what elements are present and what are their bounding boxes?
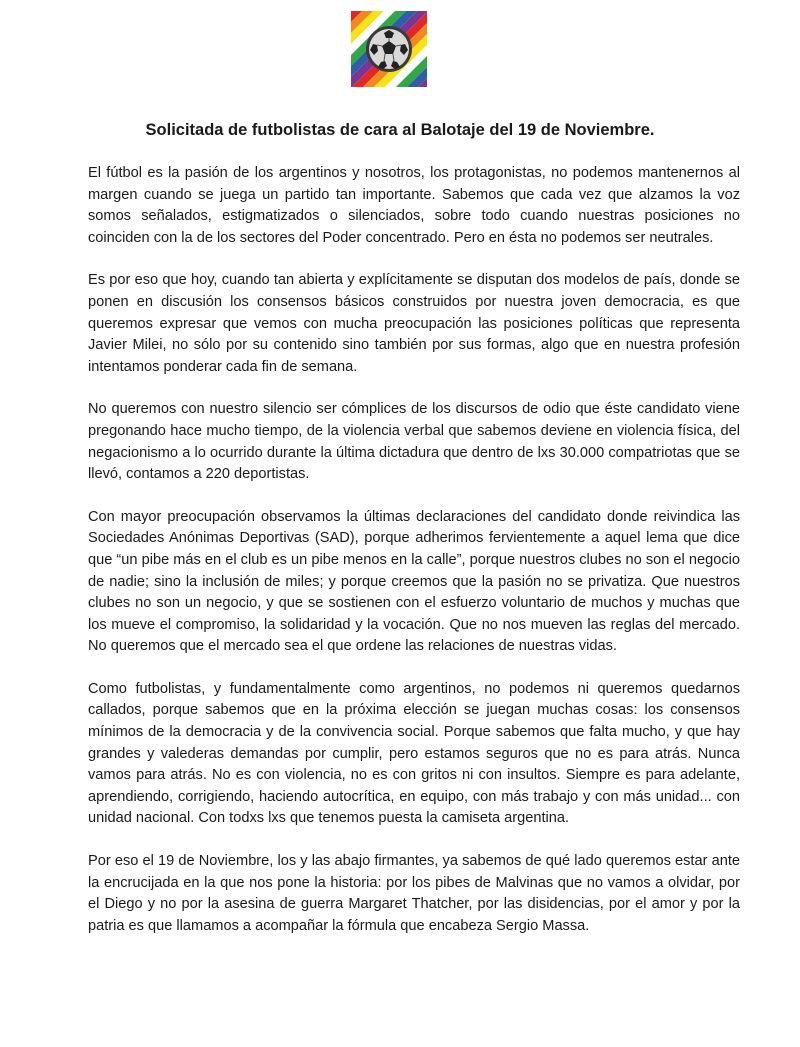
paragraph: Es por eso que hoy, cuando tan abierta y explícitamente se disputan dos modelos de país, donde se ponen en discusión los consensos básicos construidos por nuestra joven democracia, es que queremos expresar que vemos con mucha preocupación las posiciones políticas que representa Javier Milei, no sólo por su contenido sino también por sus formas, algo que en nuestra profesión intentamos ponderar cada fin de semana.: [88, 272, 740, 375]
paragraph: Por eso el 19 de Noviembre, los y las abajo firmantes, ya sabemos de qué lado queremos estar ante la encrucijada en la que nos pone la historia: por los pibes de Malvinas que no vamos a olvidar, por el Diego y no por la asesina de guerra Margaret Thatcher, por las disidencias, por el amor y por la patria es que llamamos a acompañar la fórmula que encabeza Sergio Massa.: [88, 853, 740, 934]
paragraph: Como futbolistas, y fundamentalmente como argentinos, no podemos ni queremos quedarnos callados, porque sabemos que en la próxima elección se juegan muchas cosas: los consensos mínimos de la democracia y de la convivencia social. Porque sabemos que falta mucho, y que hay grandes y valederas demandas por cumplir, pero estamos seguros que no es para atrás. Nunca vamos para atrás. No es con violencia, no es con gritos ni con insultos. Siempre es para adelante, aprendiendo, corrigiendo, haciendo autocrítica, en equipo, con más trabajo y con más unidad... con unidad nacional. Con todxs lxs que tenemos puesta la camiseta argentina.: [88, 680, 740, 827]
wiphala-football-icon: [351, 11, 427, 87]
document-title: Solicitada de futbolistas de cara al Balotaje del 19 de Noviembre.: [145, 121, 655, 139]
wiphala-football-logo: [351, 11, 427, 87]
paragraph: No queremos con nuestro silencio ser cómplices de los discursos de odio que éste candidato viene pregonando hace mucho tiempo, de la violencia verbal que sabemos deviene en violencia física, del negacionismo a lo ocurrido durante la última dictadura que dentro de lxs 30.000 compatriotas que se llevó, contamos a 220 deportistas.: [88, 401, 740, 483]
paragraph: El fútbol es la pasión de los argentinos y nosotros, los protagonistas, no podemos mantenernos al margen cuando se juega un partido tan importante. Sabemos que cada vez que alzamos la voz somos señalados, estigmatizados o silenciados, sobre todo cuando nuestras posiciones no coinciden con la de los sectores del Poder concentrado. Pero en ésta no podemos ser neutrales.: [88, 165, 740, 246]
paragraph: Con mayor preocupación observamos la últimas declaraciones del candidato donde reivindica las Sociedades Anónimas Deportivas (SAD), porque adherimos fervientemente a aquel lema que dice que “un pibe más en el club es un pibe menos en la calle”, porque nuestros clubes no son el negocio de nadie; sino la inclusión de miles; y porque creemos que la pasión no se privatiza. Que nuestros clubes no son un negocio, y que se sostienen con el esfuerzo voluntario de muchos y muchas que los mueve el compromiso, la solidaridad y la vocación. Que no nos mueven las reglas del mercado. No queremos que el mercado sea el que ordene las relaciones de nuestras vidas.: [88, 508, 740, 655]
document-body: [88, 163, 740, 958]
